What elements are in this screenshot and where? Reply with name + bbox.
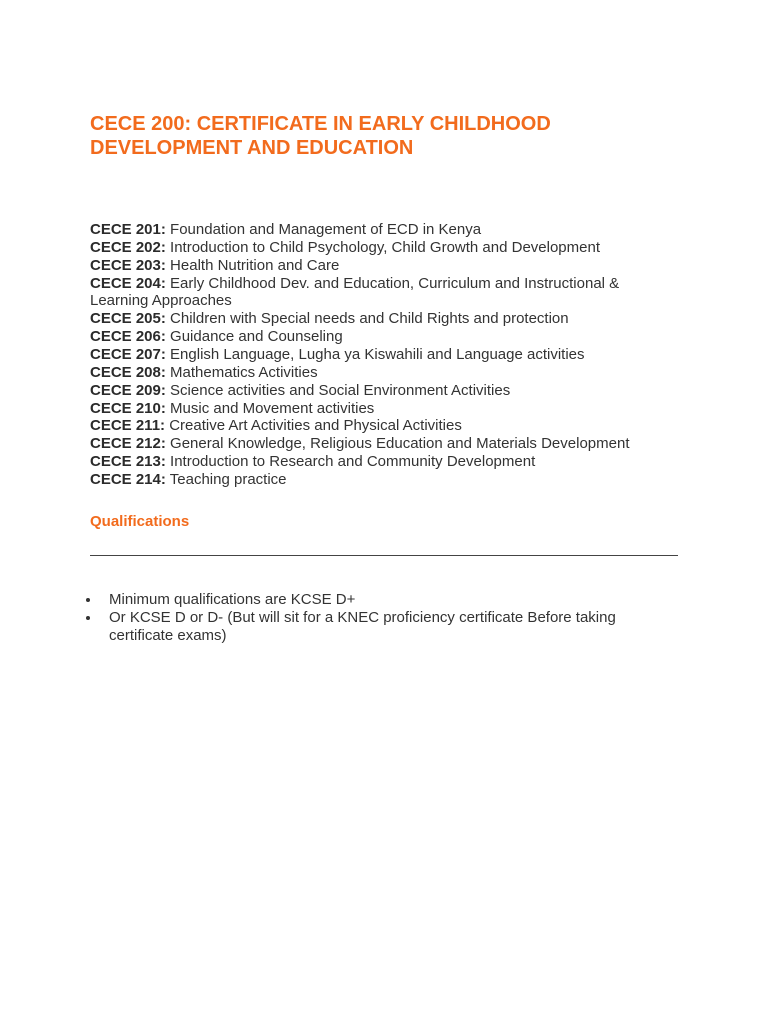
bullet-icon (86, 616, 90, 620)
course-title: Children with Special needs and Child Rights and protection (170, 310, 569, 328)
qualifications-heading: Qualifications (90, 513, 190, 530)
course-item (90, 221, 678, 239)
course-code: CECE 209: (90, 381, 166, 399)
course-code: CECE 204: (90, 274, 166, 292)
course-code: CECE 202: (90, 238, 166, 256)
divider (90, 555, 678, 556)
course-item (90, 328, 678, 346)
course-title: Mathematics Activities (170, 363, 318, 381)
course-code: CECE 210: (90, 399, 166, 417)
course-list (90, 221, 678, 489)
course-title: Health Nutrition and Care (170, 256, 340, 274)
course-code: CECE 205: (90, 310, 166, 328)
course-item (90, 417, 678, 435)
course-item (90, 382, 678, 400)
course-title: Foundation and Management of ECD in Kenya (170, 221, 482, 238)
list-item (109, 591, 678, 609)
course-code: CECE 214: (90, 471, 166, 489)
course-title: English Language, Lugha ya Kiswahili and Language activities (170, 346, 585, 364)
course-item (90, 453, 678, 471)
course-item (90, 346, 678, 364)
course-code: CECE 201: (90, 221, 166, 238)
course-item (90, 310, 678, 328)
course-code: CECE 206: (90, 328, 166, 346)
course-title: Teaching practice (169, 471, 287, 489)
course-code: CECE 207: (90, 346, 166, 364)
qualifications-list (109, 591, 678, 645)
qualification-text: Or KCSE D or D- (But will sit for a KNEC proficiency certificate Before taking certificate exams) (109, 609, 616, 644)
course-title: Early Childhood Dev. and Education, Curriculum and Instructional & Learning Approaches (90, 274, 620, 310)
course-title: General Knowledge, Religious Education and Materials Development (170, 435, 630, 453)
course-title: Guidance and Counseling (170, 328, 343, 346)
course-title: Music and Movement activities (170, 399, 375, 417)
course-code: CECE 211: (90, 417, 166, 435)
course-code: CECE 212: (90, 435, 166, 453)
course-code: CECE 203: (90, 256, 166, 274)
course-title: Creative Art Activities and Physical Activities (169, 417, 462, 435)
course-item (90, 435, 678, 453)
course-title: Introduction to Research and Community Development (170, 453, 536, 471)
qualification-text: Minimum qualifications are KCSE D+ (109, 591, 356, 608)
course-item (90, 239, 678, 257)
course-item (90, 257, 678, 275)
bullet-icon (86, 598, 90, 602)
course-title: Science activities and Social Environment Activities (170, 381, 511, 399)
course-title: Introduction to Child Psychology, Child Growth and Development (170, 238, 600, 256)
course-code: CECE 208: (90, 363, 166, 381)
course-item (90, 400, 678, 418)
course-item (90, 364, 678, 382)
course-item (90, 471, 678, 489)
page-title: CECE 200: CERTIFICATE IN EARLY CHILDHOOD DEVELOPMENT AND EDUCATION (90, 113, 551, 159)
course-code: CECE 213: (90, 453, 166, 471)
course-item (90, 275, 678, 311)
list-item (109, 609, 678, 645)
